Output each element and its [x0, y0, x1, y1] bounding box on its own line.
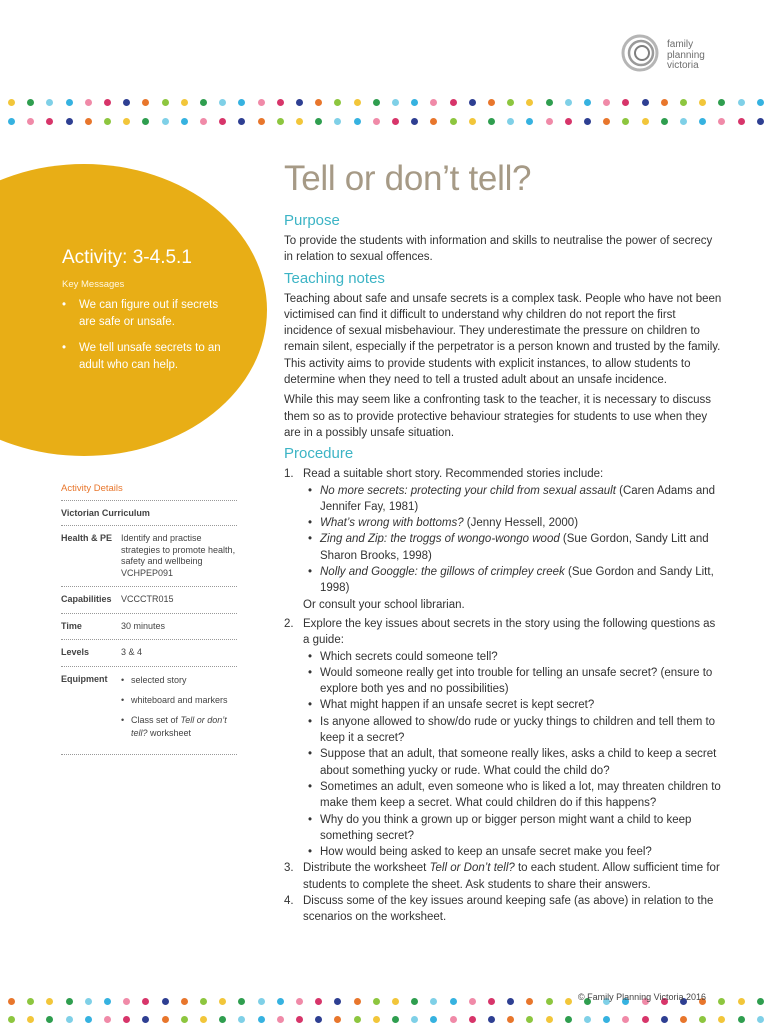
decorative-dot [373, 998, 380, 1005]
key-messages-label: Key Messages [62, 279, 125, 290]
decorative-dot [85, 1016, 92, 1023]
decorative-dot [296, 1016, 303, 1023]
question-item: • Would someone really get into trouble for telling an unsafe secret? (ensure to explore both yes and no possibilities) [303, 665, 722, 698]
decorative-dot [238, 118, 245, 125]
page-title: Tell or don’t tell? [284, 159, 532, 198]
equipment-item-worksheet-title: Tell or don’t tell? [131, 714, 227, 738]
decorative-dot [430, 998, 437, 1005]
equipment-item [121, 714, 237, 740]
decorative-dot [526, 1016, 533, 1023]
key-messages-list [62, 297, 232, 373]
activity-panel [62, 247, 232, 383]
decorative-dot [258, 998, 265, 1005]
decorative-dot [27, 99, 34, 106]
decorative-dot [546, 1016, 553, 1023]
decorative-dot [277, 998, 284, 1005]
decorative-dot [181, 118, 188, 125]
decorative-dot [200, 1016, 207, 1023]
decorative-dot [219, 998, 226, 1005]
decorative-dot [296, 998, 303, 1005]
decorative-dot [46, 1016, 53, 1023]
decorative-dot [8, 1016, 15, 1023]
decorative-dot [373, 1016, 380, 1023]
decorative-dot [680, 99, 687, 106]
health-row [61, 526, 237, 587]
copyright: © Family Planning Victoria 2016 [577, 992, 706, 1002]
activity-details [61, 483, 237, 755]
decorative-dot [450, 118, 457, 125]
decorative-dot [546, 998, 553, 1005]
decorative-dot [757, 998, 764, 1005]
step-text: Explore the key issues about secrets in the story using the following questions as a guide: [303, 617, 716, 647]
decorative-dot [718, 118, 725, 125]
health-value: Identify and practise strategies to promote health, safety and wellbeing VCHPEP091 [121, 533, 236, 578]
family-planning-victoria-logo [620, 33, 720, 73]
decorative-dot [411, 118, 418, 125]
worksheet-title: Tell or Don’t tell? [429, 862, 515, 875]
decorative-dot [757, 1016, 764, 1023]
decorative-dot [718, 99, 725, 106]
activity-details-title: Activity Details [61, 483, 237, 501]
decorative-dot [219, 1016, 226, 1023]
story-item [303, 483, 722, 516]
decorative-dot [315, 998, 322, 1005]
decorative-dot [8, 118, 15, 125]
decorative-dot [334, 118, 341, 125]
decorative-dot [27, 998, 34, 1005]
equipment-row [61, 667, 237, 755]
time-value: 30 minutes [121, 620, 166, 631]
decorative-dot [66, 118, 73, 125]
decorative-dot [315, 118, 322, 125]
procedure-step [284, 616, 722, 860]
step-text-pre: Distribute the worksheet [303, 862, 430, 875]
question-item: • Suppose that an adult, that someone really likes, asks a child to keep a secret about something yucky or rude. What could the child do? [303, 746, 722, 779]
equipment-item-post: worksheet [147, 727, 192, 738]
decorative-dot [142, 118, 149, 125]
decorative-dot [584, 1016, 591, 1023]
story-author: (Jenny Hessell, 2000) [463, 517, 579, 530]
decorative-dot [104, 1016, 111, 1023]
decorative-dot [411, 1016, 418, 1023]
decorative-dot [565, 1016, 572, 1023]
decorative-dot [430, 1016, 437, 1023]
levels-label: Levels [61, 647, 90, 657]
decorative-dot [315, 1016, 322, 1023]
decorative-dot [603, 99, 610, 106]
decorative-dot [565, 99, 572, 106]
question-item: • What might happen if an unsafe secret is kept secret? [303, 697, 722, 713]
decorative-dot [296, 99, 303, 106]
decorative-dot [526, 998, 533, 1005]
decorative-dot [738, 118, 745, 125]
decorative-dot [699, 99, 706, 106]
decorative-dot [642, 99, 649, 106]
decorative-dot [123, 1016, 130, 1023]
story-author: (Caren Adams and Jennifer Fay, 1981) [320, 484, 716, 513]
question-item: • Why do you think a grown up or bigger person might want a child to keep something secret? [303, 812, 722, 845]
decorative-dot [430, 99, 437, 106]
decorative-dot [565, 118, 572, 125]
decorative-dot [661, 1016, 668, 1023]
decorative-dot [277, 1016, 284, 1023]
decorative-dot [718, 998, 725, 1005]
step-text: Discuss some of the key issues around keeping safe (as above) in relation to the scenarios on the worksheet. [303, 894, 714, 924]
decorative-dot [296, 118, 303, 125]
activity-title: Activity: 3-4.5.1 [62, 247, 192, 268]
capabilities-label: Capabilities [61, 594, 112, 604]
decorative-dot [507, 118, 514, 125]
decorative-dot [238, 998, 245, 1005]
decorative-dot [469, 998, 476, 1005]
story-title: Zing and Zip: the troggs of wongo-wongo wood [320, 533, 560, 546]
main-content [284, 158, 722, 926]
step-text: Read a suitable short story. Recommended stories include: [303, 468, 604, 481]
decorative-dot [66, 998, 73, 1005]
decorative-dot [8, 998, 15, 1005]
time-label: Time [61, 620, 82, 631]
capabilities-row [61, 587, 237, 614]
decorative-dot [123, 99, 130, 106]
decorative-dot [104, 99, 111, 106]
decorative-dot [238, 99, 245, 106]
decorative-dot [718, 1016, 725, 1023]
story-title: No more secrets: protecting your child from sexual assault [320, 484, 616, 497]
step-number: 3. [284, 862, 294, 875]
decorative-dot [373, 118, 380, 125]
decorative-dot [46, 99, 53, 106]
logo-line-3: victoria [667, 60, 699, 71]
decorative-dot [238, 1016, 245, 1023]
decorative-dot [661, 118, 668, 125]
decorative-dot [142, 1016, 149, 1023]
decorative-dot [507, 1016, 514, 1023]
decorative-dot [181, 99, 188, 106]
procedure-step [284, 893, 722, 926]
decorative-dot [392, 99, 399, 106]
story-author: (Sue Gordon, Sandy Litt and Sharon Brooks, 1998) [320, 533, 709, 562]
procedure-heading: Procedure [284, 445, 354, 463]
decorative-dot [27, 118, 34, 125]
decorative-dot [258, 99, 265, 106]
decorative-dot [46, 998, 53, 1005]
decorative-dot [411, 998, 418, 1005]
top-dot-row-2 [0, 118, 768, 130]
procedure-list [284, 466, 722, 925]
decorative-dot [584, 118, 591, 125]
decorative-dot [622, 118, 629, 125]
question-item: • Which secrets could someone tell? [303, 649, 722, 665]
decorative-dot [123, 998, 130, 1005]
decorative-dot [622, 99, 629, 106]
story-item [303, 564, 722, 597]
decorative-dot [642, 118, 649, 125]
decorative-dot [411, 99, 418, 106]
decorative-dot [277, 118, 284, 125]
decorative-dot [200, 118, 207, 125]
decorative-dot [334, 99, 341, 106]
decorative-dot [680, 118, 687, 125]
story-item [303, 515, 722, 531]
story-item [303, 531, 722, 564]
decorative-dot [507, 99, 514, 106]
decorative-dot [46, 118, 53, 125]
decorative-dot [738, 99, 745, 106]
decorative-dot [104, 118, 111, 125]
decorative-dot [757, 99, 764, 106]
decorative-dot [373, 99, 380, 106]
decorative-dot [123, 118, 130, 125]
decorative-dot [354, 118, 361, 125]
decorative-dot [142, 998, 149, 1005]
decorative-dot [258, 118, 265, 125]
decorative-dot [354, 998, 361, 1005]
decorative-dot [488, 99, 495, 106]
curriculum-label: Victorian Curriculum [61, 508, 150, 518]
decorative-dot [219, 99, 226, 106]
decorative-dot [162, 1016, 169, 1023]
decorative-dot [392, 118, 399, 125]
teaching-notes-paragraph: While this may seem like a confronting task to the teacher, it is necessary to discuss them so as to provide protective behaviour strategies for students to use when they are in a possibly unsafe situation. [284, 394, 711, 439]
logo-line-1: family [667, 39, 694, 50]
decorative-dot [546, 118, 553, 125]
levels-value: 3 & 4 [121, 647, 143, 657]
decorative-dot [603, 118, 610, 125]
equipment-label: Equipment [61, 673, 108, 684]
decorative-dot [66, 99, 73, 106]
decorative-dot [142, 99, 149, 106]
procedure-step [284, 466, 722, 613]
decorative-dot [450, 998, 457, 1005]
decorative-dot [661, 99, 668, 106]
story-title: Nolly and Googgle: the gillows of crimpley creek [320, 566, 565, 579]
decorative-dot [258, 1016, 265, 1023]
decorative-dot [507, 998, 514, 1005]
step-number: 2. [284, 617, 294, 630]
decorative-dot [277, 99, 284, 106]
decorative-dot [738, 1016, 745, 1023]
key-message-item: • We tell unsafe secrets to an adult who can help. [62, 340, 232, 373]
purpose-text: To provide the students with information and skills to neutralise the power of secrecy in relation to sexual offences. [284, 235, 713, 264]
decorative-dot [354, 99, 361, 106]
decorative-dot [8, 99, 15, 106]
equipment-item: • selected story [121, 674, 237, 687]
decorative-dot [546, 99, 553, 106]
key-message-item: • We can figure out if secrets are safe or unsafe. [62, 297, 232, 330]
health-label: Health & PE [61, 533, 113, 543]
decorative-dot [334, 998, 341, 1005]
capabilities-value: VCCCTR015 [121, 594, 174, 604]
equipment-item: • whiteboard and markers [121, 694, 237, 707]
equipment-list [121, 674, 237, 740]
decorative-dot [738, 998, 745, 1005]
story-title: What’s wrong with bottoms? [320, 517, 464, 530]
procedure-step [284, 860, 722, 893]
equipment-item-pre: Class set of [131, 714, 181, 725]
decorative-dot [85, 118, 92, 125]
decorative-dot [488, 998, 495, 1005]
decorative-dot [488, 1016, 495, 1023]
levels-row [61, 640, 237, 667]
decorative-dot [354, 1016, 361, 1023]
logo-line-2: planning [667, 49, 705, 61]
decorative-dot [219, 118, 226, 125]
curriculum-row [61, 501, 237, 526]
decorative-dot [603, 1016, 610, 1023]
decorative-dot [565, 998, 572, 1005]
decorative-dot [162, 998, 169, 1005]
decorative-dot [27, 1016, 34, 1023]
decorative-dot [334, 1016, 341, 1023]
decorative-dot [85, 99, 92, 106]
question-item: • How would being asked to keep an unsafe secret make you feel? [303, 844, 722, 860]
decorative-dot [680, 1016, 687, 1023]
time-row [61, 614, 237, 641]
step-text-post: to each student. Allow sufficient time for students to complete the sheet. Ask students to share their answers. [303, 862, 720, 891]
equipment-value [121, 674, 237, 747]
decorative-dot [450, 1016, 457, 1023]
decorative-dot [469, 118, 476, 125]
question-item: • Is anyone allowed to show/do rude or yucky things to children and tell them to keep it a secret? [303, 714, 722, 747]
decorative-dot [584, 99, 591, 106]
decorative-dot [622, 1016, 629, 1023]
decorative-dot [488, 118, 495, 125]
decorative-dot [469, 1016, 476, 1023]
logo-text [667, 40, 705, 72]
decorative-dot [642, 1016, 649, 1023]
question-item: • Sometimes an adult, even someone who is liked a lot, may threaten children to make them keep a secret. What could children do if this happens? [303, 779, 722, 812]
rings-logo-icon [620, 33, 660, 73]
teaching-notes-paragraph: Teaching about safe and unsafe secrets is a complex task. People who have not been victimised can find it difficult to understand why children do not report the first incidence of sexual misbehaviour. They underestimate the pressure on children to remain silent, especially if the perpetrator is a person known and trusted by the family. This activity aims to provide students with explicit instances, to allow students to determine when they need to tell a trusted adult about an unsafe incidence. [284, 292, 722, 387]
decorative-dot [757, 118, 764, 125]
decorative-dot [450, 99, 457, 106]
question-list [303, 649, 722, 861]
decorative-dot [526, 99, 533, 106]
decorative-dot [200, 99, 207, 106]
story-author: (Sue Gordon and Sandy Litt, 1998) [320, 566, 714, 595]
decorative-dot [699, 118, 706, 125]
decorative-dot [66, 1016, 73, 1023]
bottom-dot-row-2 [0, 1016, 768, 1028]
purpose-heading: Purpose [284, 212, 340, 229]
step-number: 1. [284, 468, 294, 481]
decorative-dot [200, 998, 207, 1005]
teaching-notes-heading: Teaching notes [284, 269, 385, 287]
decorative-dot [392, 1016, 399, 1023]
step-note: Or consult your school librarian. [303, 598, 465, 611]
story-list [303, 483, 722, 597]
decorative-dot [315, 99, 322, 106]
step-number: 4. [284, 894, 294, 907]
decorative-dot [162, 118, 169, 125]
decorative-dot [104, 998, 111, 1005]
decorative-dot [162, 99, 169, 106]
decorative-dot [699, 1016, 706, 1023]
decorative-dot [469, 99, 476, 106]
top-dot-row-1 [0, 99, 768, 111]
decorative-dot [181, 1016, 188, 1023]
decorative-dot [526, 118, 533, 125]
decorative-dot [392, 998, 399, 1005]
decorative-dot [85, 998, 92, 1005]
decorative-dot [181, 998, 188, 1005]
decorative-dot [430, 118, 437, 125]
